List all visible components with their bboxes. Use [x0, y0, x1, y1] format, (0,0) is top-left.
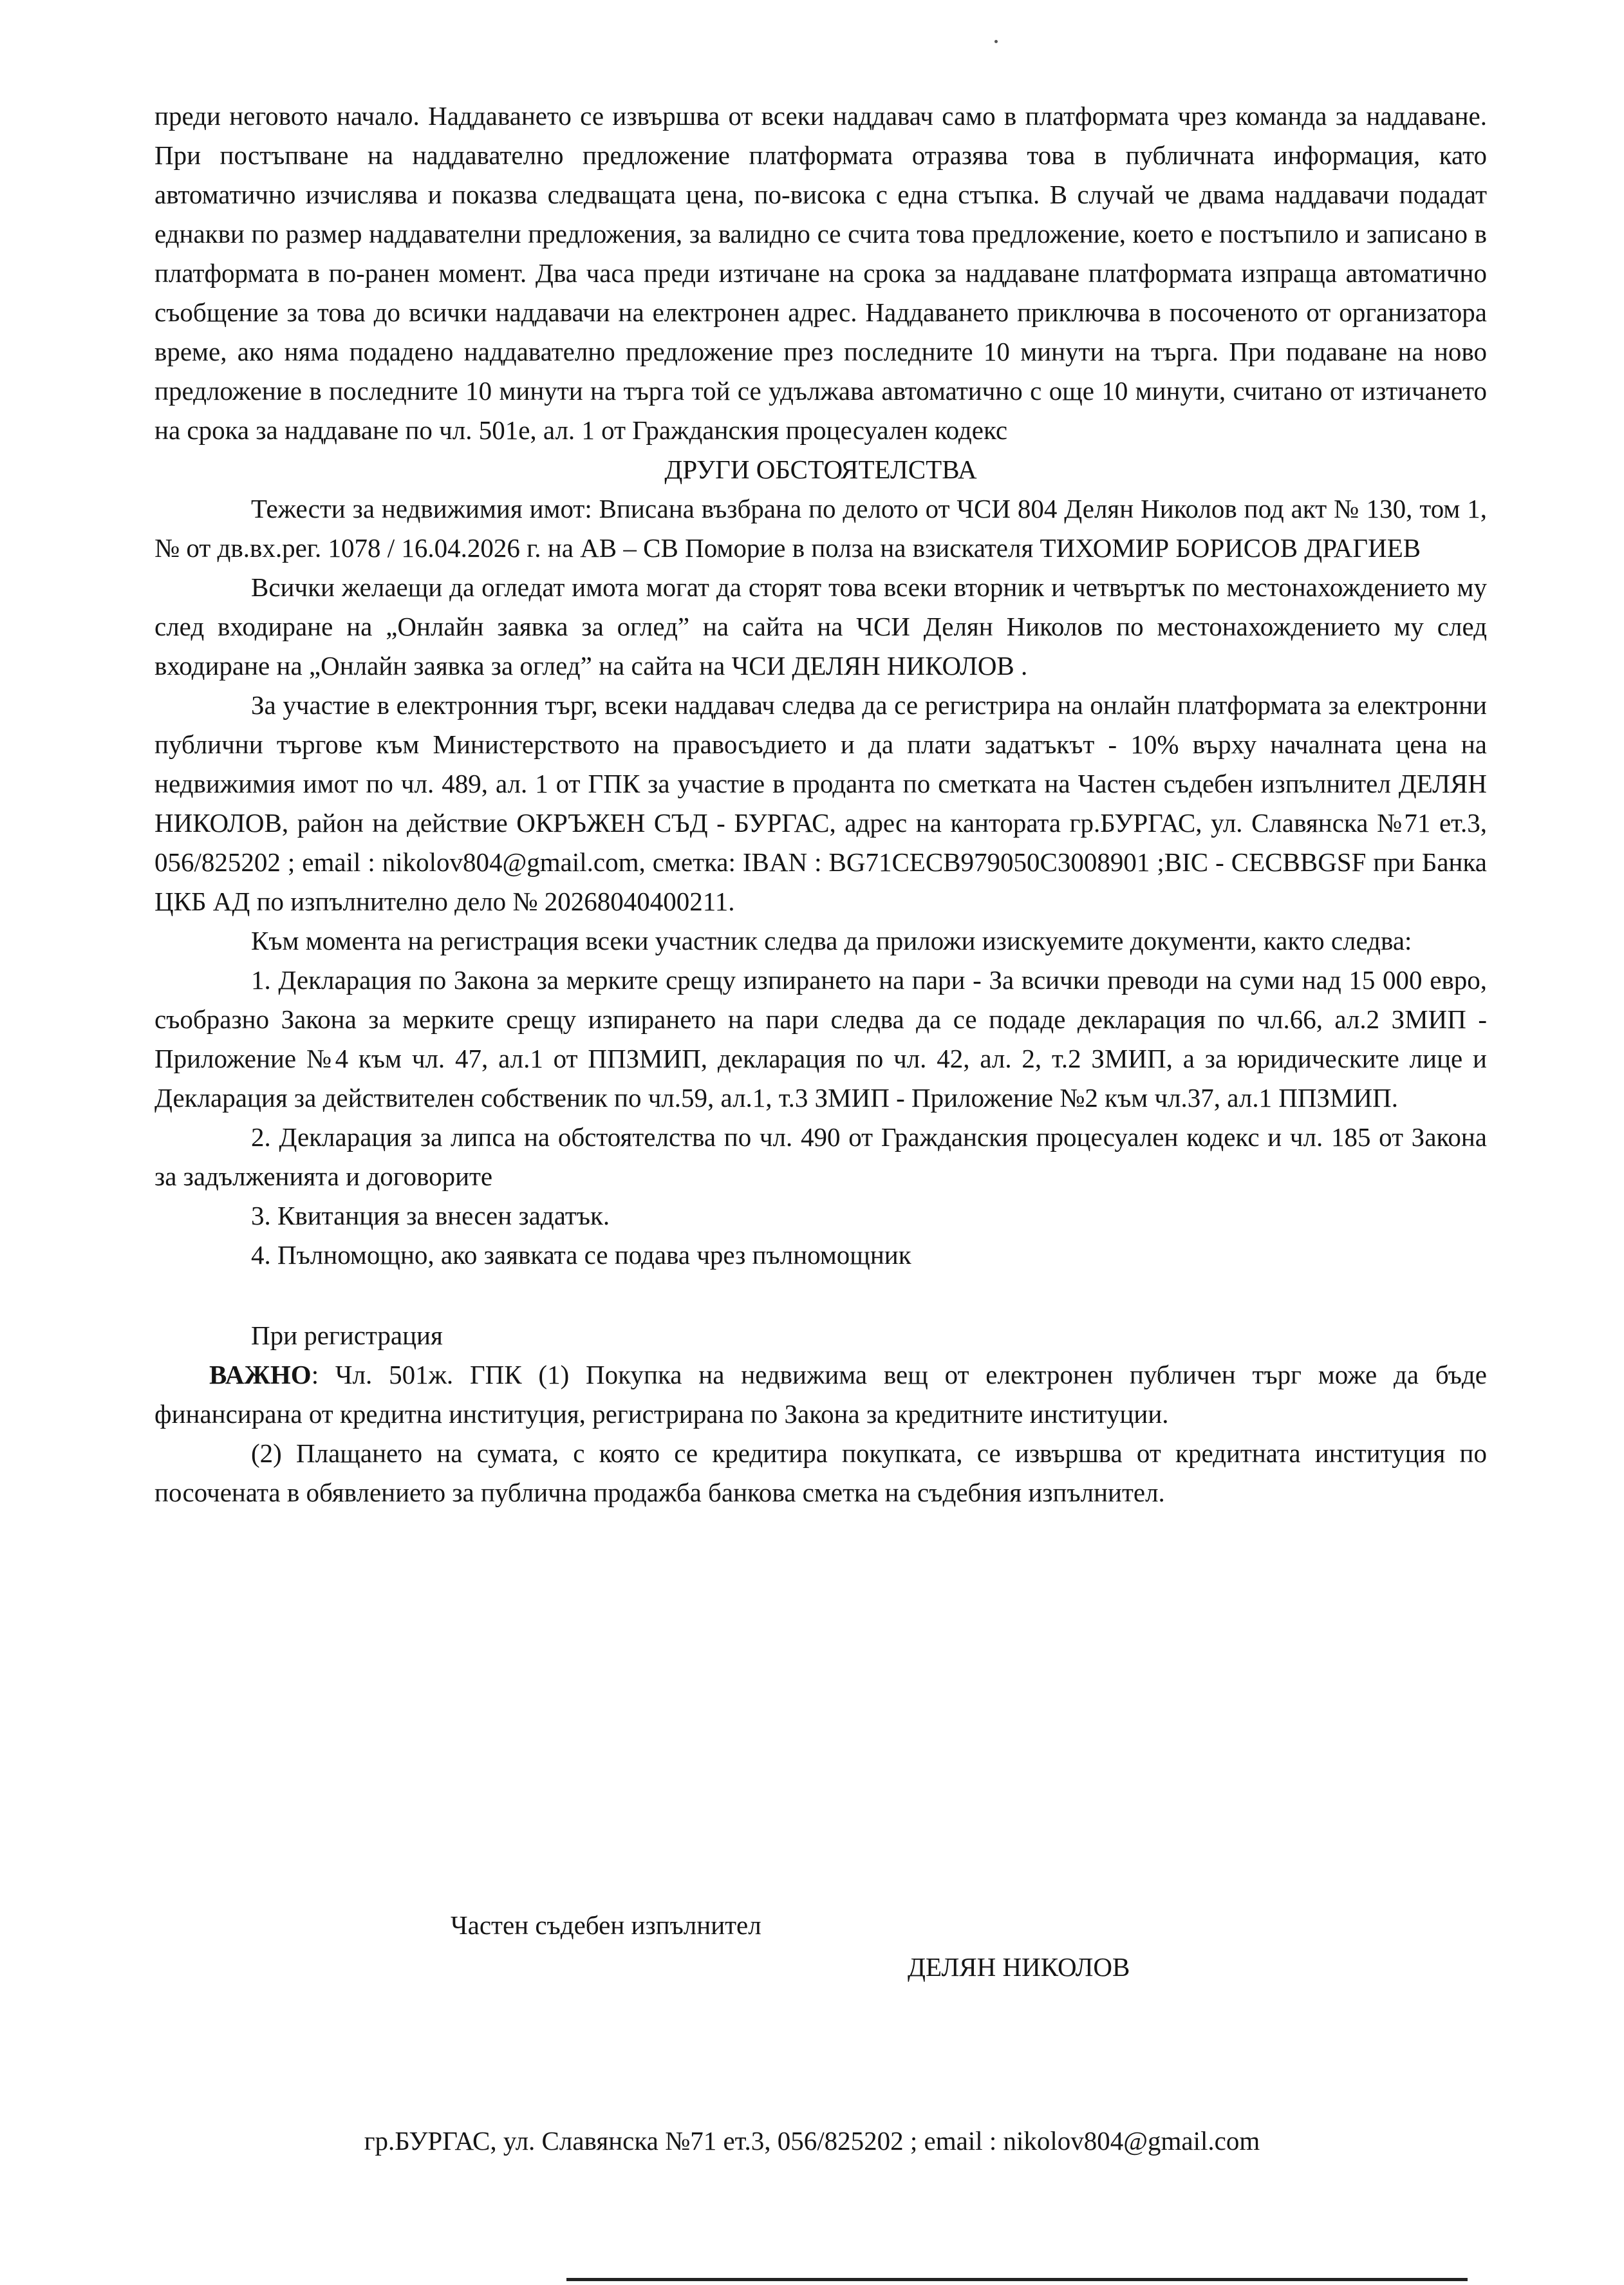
- important-paragraph: [154, 1355, 1487, 1434]
- documents-list: [154, 961, 1487, 1275]
- section-heading: ДРУГИ ОБСТОЯТЕЛСТВА: [664, 455, 977, 484]
- footer-address: гр.БУРГАС, ул. Славянска №71 ет.3, 056/825202 ; email : nikolov804@gmail.com: [364, 2126, 1260, 2156]
- paragraph-bidding-rules: преди неговото начало. Наддаването се извършва от всеки наддавач само в платформата чрез команда за наддаване. При постъпване на наддавателно предложение платформата отразява това в публичната информация, като автоматично изчислява и показва следващата цена, по-висока с една стъпка. В случай че двама наддавачи подадат еднакви по размер наддавателни предложения, за валидно се счита това предложение, което е постъпило и записано в платформата в по-ранен момент. Два часа преди изтичане на срока за наддаване платформата изпраща автоматично съобщение за това до всички наддавачи на електронен адрес. Наддаването приключва в посоченото от организатора време, ако няма подадено наддавателно предложение през последните 10 минути на търга. При подаване на ново предложение в последните 10 минути на търга той се удължава автоматично с още 10 минути, считано от изтичането на срока за наддаване по чл. 501е, ал. 1 от Гражданския процесуален кодекс: [154, 101, 1487, 445]
- list-item: 2. Декларация за липса на обстоятелства по чл. 490 от Гражданския процесуален кодекс и чл. 185 от Закона за задълженията и договорите: [154, 1122, 1487, 1191]
- paragraph-encumbrances: Тежести за недвижимия имот: Вписана възбрана по делото от ЧСИ 804 Делян Николов под акт № 130, том 1, № от дв.вх.рег. 1078 / 16.04.2026 г. на АВ – СВ Поморие в полза на взискателя ТИХОМИР БОРИСОВ ДРАГИЕВ: [154, 494, 1487, 563]
- spacer: [154, 1275, 1487, 1316]
- list-item: 4. Пълномощно, ако заявката се подава чрез пълномощник: [251, 1240, 911, 1270]
- signature-title: Частен съдебен изпълнител: [451, 1910, 761, 1940]
- signature-name: ДЕЛЯН НИКОЛОВ: [908, 1952, 1130, 1982]
- important-label: ВАЖНО: [209, 1360, 312, 1389]
- important-text: : Чл. 501ж. ГПК (1) Покупка на недвижима вещ от електронен публичен търг може да бъде финансирана от кредитна институция, регистрирана по Закона за кредитните институции.: [154, 1360, 1487, 1429]
- scan-speck: [994, 40, 998, 43]
- paragraph-required-documents: Към момента на регистрация всеки участник следва да приложи изискуемите документи, както следва:: [251, 926, 1412, 955]
- payment-paragraph: (2) Плащането на сумата, с която се кредитира покупката, се извършва от кредитната институция по посочената в обявлението за публична продажба банкова сметка на съдебния изпълнител.: [154, 1438, 1487, 1507]
- paragraph-inspection: Всички желаещи да огледат имота могат да сторят това всеки вторник и четвъртък по местонахождението му след входиране на „Онлайн заявка за оглед” на сайта на ЧСИ Делян Николов по местонахождението му след входиране на „Онлайн заявка за оглед” на сайта на ЧСИ ДЕЛЯН НИКОЛОВ .: [154, 572, 1487, 681]
- list-item: 1. Декларация по Закона за мерките срещу изпирането на пари - За всички преводи на суми над 15 000 евро, съобразно Закона за мерките срещу изпирането на пари следва да се подаде декларация по чл.66, ал.2 ЗМИП - Приложение №4 към чл. 47, ал.1 от ППЗМИП, декларация по чл. 42, ал. 2, т.2 ЗМИП, а за юридическите лице и Декларация за действителен собственик по чл.59, ал.1, т.3 ЗМИП - Приложение №2 към чл.37, ал.1 ППЗМИП.: [154, 965, 1487, 1113]
- registration-label: При регистрация: [251, 1321, 443, 1350]
- list-item: 3. Квитанция за внесен задатък.: [251, 1201, 610, 1230]
- paragraph-participation: За участие в електронния търг, всеки наддавач следва да се регистрира на онлайн платформата за електронни публични търгове към Министерството на правосъдието и да плати задатъкът - 10% върху началната цена на недвижимия имот по чл. 489, ал. 1 от ГПК за участие в проданта по сметката на Частен съдебен изпълнител ДЕЛЯН НИКОЛОВ, район на действие ОКРЪЖЕН СЪД - БУРГАС, адрес на кантората гр.БУРГАС, ул. Славянска №71 ет.3, 056/825202 ; email : nikolov804@gmail.com, сметка: IBAN : BG71CECB979050C3008901 ;BIC - CECBBGSF при Банка ЦКБ АД по изпълнително дело № 20268040400211.: [154, 690, 1487, 916]
- document-body: [154, 97, 1487, 1512]
- bottom-rule: [566, 2278, 1468, 2281]
